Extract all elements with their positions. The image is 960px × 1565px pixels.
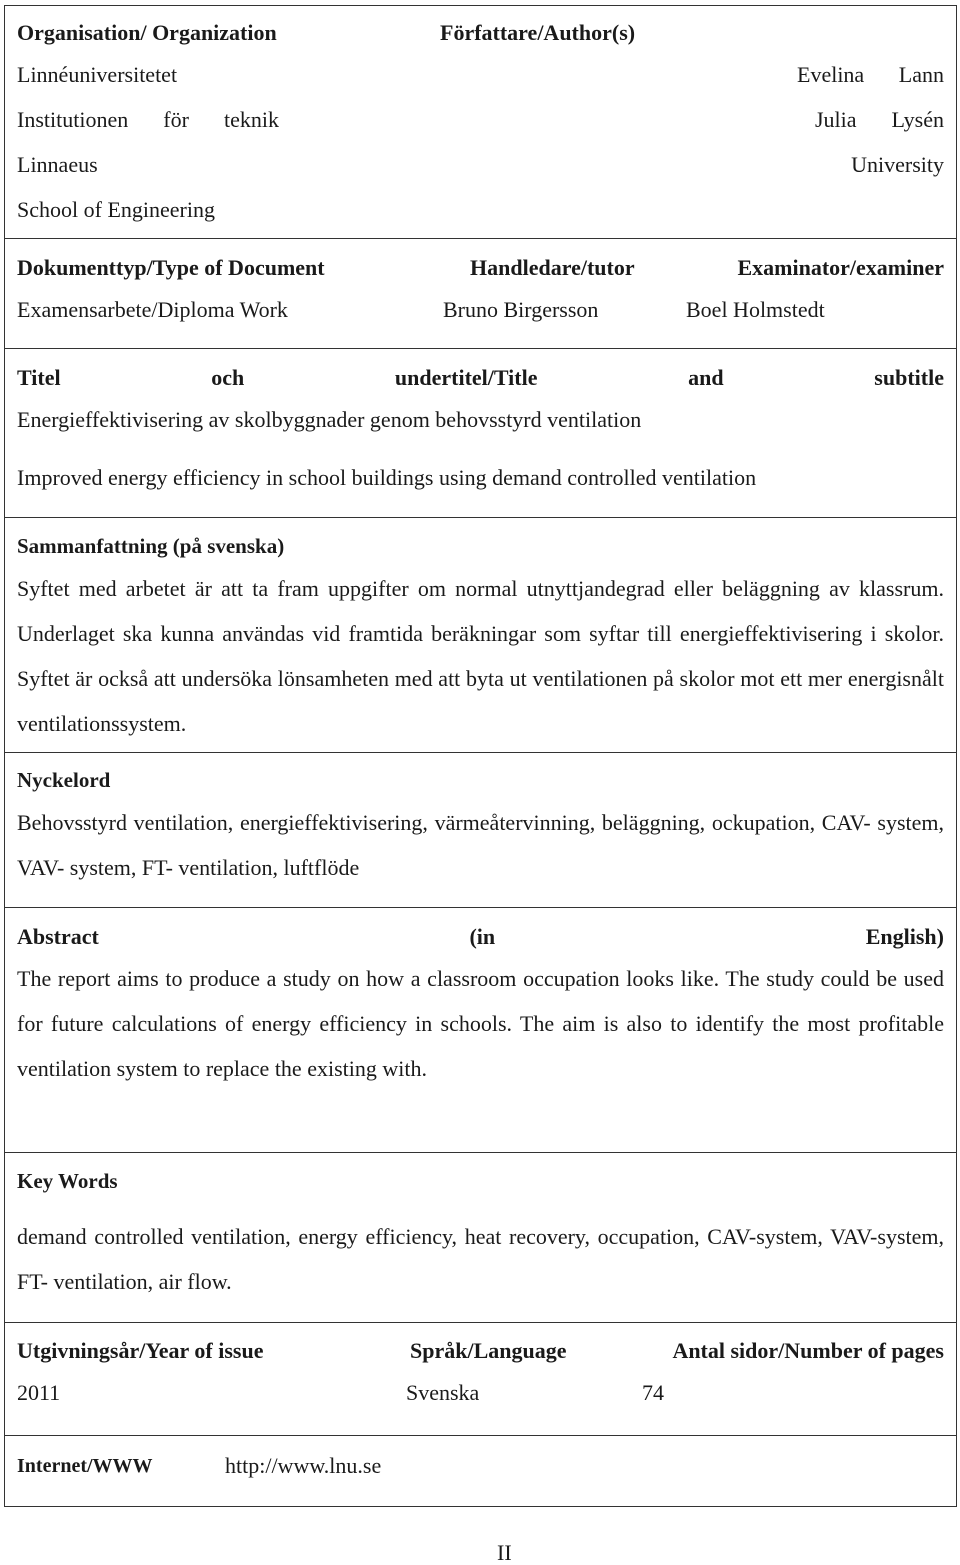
internet-url[interactable]: http://www.lnu.se — [225, 1453, 382, 1478]
keywords-english-heading: Key Words — [17, 1169, 118, 1193]
tutor-heading: Handledare/tutor — [470, 255, 635, 280]
divider — [4, 907, 957, 908]
keywords-swedish-text: Behovsstyrd ventilation, energieffektivisering, värmeåtervinning, beläggning, ockupation, CAV- system, VAV- system, FT- ventilation, luftflöde — [17, 810, 944, 880]
author-2 — [815, 109, 944, 131]
organization-department — [17, 109, 279, 131]
title-heading — [17, 367, 944, 389]
language-heading: Språk/Language — [410, 1338, 567, 1363]
divider — [4, 1152, 957, 1153]
divider — [4, 348, 957, 349]
keywords-english-text: demand controlled ventilation, energy efficiency, heat recovery, occupation, CAV-system, VAV-system, FT- ventilation, air flow. — [17, 1224, 944, 1294]
divider — [4, 517, 957, 518]
author-1-first: Evelina — [797, 62, 865, 87]
department-word-1: Institutionen — [17, 107, 129, 132]
examiner-value: Boel Holmstedt — [686, 297, 825, 322]
department-word-2: för — [163, 107, 189, 132]
divider — [4, 752, 957, 753]
organization-university: University — [851, 152, 944, 177]
tutor-value: Bruno Birgersson — [443, 297, 599, 322]
author-1 — [797, 64, 944, 86]
pages-heading: Antal sidor/Number of pages — [672, 1338, 944, 1363]
title-heading-word: and — [688, 365, 724, 390]
organization-school: School of Engineering — [17, 197, 215, 222]
abstract-heading-word: (in — [469, 924, 496, 949]
title-heading-word: undertitel/Title — [394, 365, 538, 390]
document-type-value: Examensarbete/Diploma Work — [17, 297, 288, 322]
title-heading-word: och — [211, 365, 245, 390]
language-value: Svenska — [406, 1380, 480, 1405]
organization-name: Linnéuniversitetet — [17, 62, 178, 87]
page-number: II — [497, 1540, 512, 1565]
title-english: Improved energy efficiency in school buildings using demand controlled ventilation — [17, 465, 757, 490]
divider — [4, 1322, 957, 1323]
document-type-heading: Dokumenttyp/Type of Document — [17, 255, 325, 280]
abstract-heading — [17, 926, 944, 948]
pages-value: 74 — [642, 1380, 664, 1405]
author-1-last: Lann — [898, 62, 944, 87]
author-2-last: Lysén — [891, 107, 944, 132]
internet-heading: Internet/WWW — [17, 1455, 153, 1477]
summary-swedish-text: Syftet med arbetet är att ta fram uppgifter om normal utnyttjandegrad eller beläggning av klassrum. Underlaget ska kunna användas vid framtida beräkningar som syftar till energieffektivisering i skolor. Syftet är också att undersöka lönsamheten med att byta ut ventilationen på skolor mot ett mer energisnålt ventilationssystem. — [17, 576, 944, 736]
authors-heading: Författare/Author(s) — [440, 20, 636, 45]
abstract-heading-word: Abstract — [17, 924, 99, 949]
year-heading: Utgivningsår/Year of issue — [17, 1338, 264, 1363]
abstract-heading-word: English) — [865, 924, 944, 949]
abstract-text: The report aims to produce a study on how a classroom occupation looks like. The study could be used for future calculations of energy efficiency in schools. The aim is also to identify the most profitable ventilation system to replace the existing with. — [17, 966, 944, 1081]
title-heading-word: Titel — [17, 365, 61, 390]
author-2-first: Julia — [815, 107, 857, 132]
organization-linnaeus: Linnaeus — [17, 152, 98, 177]
summary-swedish-heading: Sammanfattning (på svenska) — [17, 534, 285, 558]
department-word-3: teknik — [224, 107, 279, 132]
examiner-heading: Examinator/examiner — [737, 255, 944, 280]
divider — [4, 238, 957, 239]
organization-heading: Organisation/ Organization — [17, 20, 277, 45]
keywords-swedish-heading: Nyckelord — [17, 768, 111, 792]
divider — [4, 1435, 957, 1436]
title-heading-word: subtitle — [874, 365, 944, 390]
year-value: 2011 — [17, 1380, 61, 1405]
title-swedish: Energieffektivisering av skolbyggnader genom behovsstyrd ventilation — [17, 407, 642, 432]
